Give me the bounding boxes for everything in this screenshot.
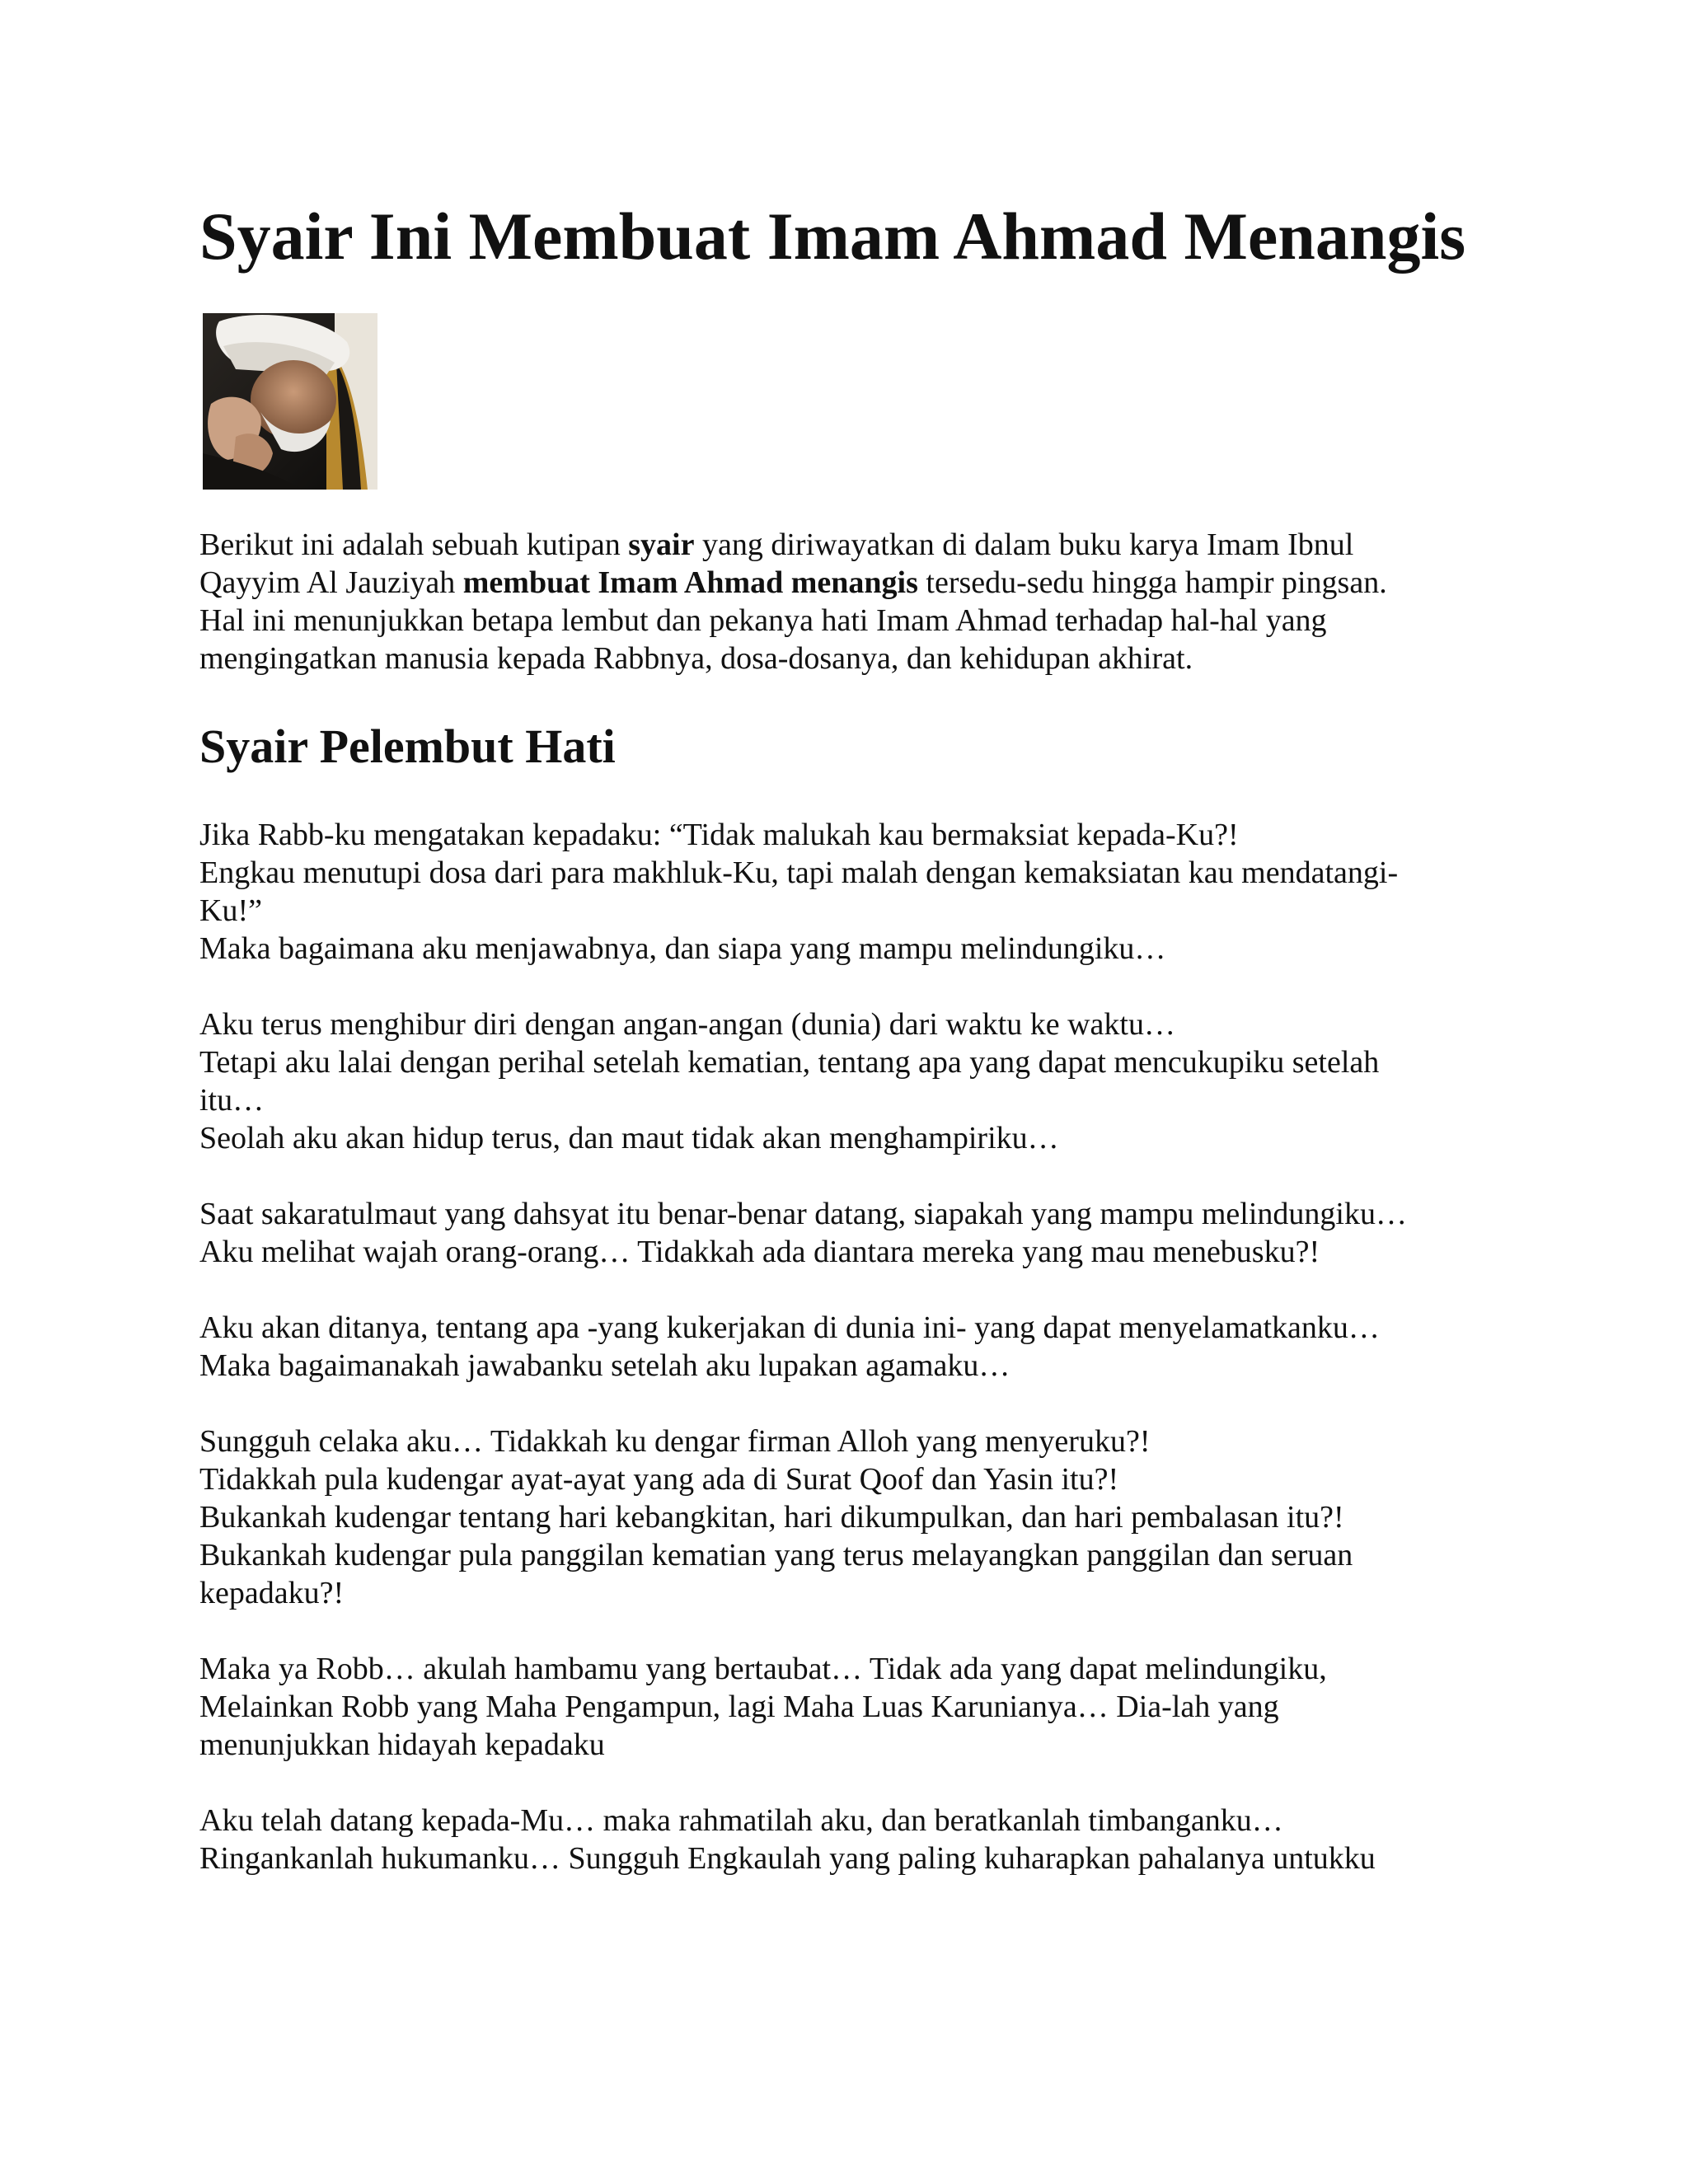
intro-text: yang diriwayatkan di dalam buku karya Imam Ibnul xyxy=(694,527,1354,562)
poem-line: itu… xyxy=(199,1083,265,1118)
poem-stanza xyxy=(199,1005,1518,1157)
poem-line: Aku akan ditanya, tentang apa -yang kukerjakan di dunia ini- yang dapat menyelamatkanku… xyxy=(199,1310,1380,1345)
intro-text: Qayyim Al Jauziyah xyxy=(199,565,463,600)
poem-stanza xyxy=(199,1195,1518,1271)
poem-line: Aku terus menghibur diri dengan angan-angan (dunia) dari waktu ke waktu… xyxy=(199,1007,1175,1042)
intro-bold-text: syair xyxy=(628,527,695,562)
poem-line: Maka ya Robb… akulah hambamu yang bertaubat… Tidak ada yang dapat melindungiku, xyxy=(199,1652,1327,1686)
intro-line: Hal ini menunjukkan betapa lembut dan pekanya hati Imam Ahmad terhadap hal-hal yang xyxy=(199,603,1327,638)
page-title: Syair Ini Membuat Imam Ahmad Menangis xyxy=(199,199,1466,274)
poem-line: Aku melihat wajah orang-orang… Tidakkah ada diantara mereka yang mau menebusku?! xyxy=(199,1235,1320,1269)
poem-stanza xyxy=(199,816,1518,968)
intro-line: mengingatkan manusia kepada Rabbnya, dosa-dosanya, dan kehidupan akhirat. xyxy=(199,641,1193,676)
poem-line: kepadaku?! xyxy=(199,1576,345,1610)
intro-line xyxy=(199,564,1502,602)
poem-line: Aku telah datang kepada-Mu… maka rahmatilah aku, dan beratkanlah timbanganku… xyxy=(199,1803,1283,1838)
praying-man-image xyxy=(203,313,377,490)
poem-line: Maka bagaimanakah jawabanku setelah aku lupakan agamaku… xyxy=(199,1348,1010,1383)
intro-line xyxy=(199,526,1502,564)
poem-line: Jika Rabb-ku mengatakan kepadaku: “Tidak malukah kau bermaksiat kepada-Ku?! xyxy=(199,818,1239,852)
section-heading: Syair Pelembut Hati xyxy=(199,719,616,773)
poem-line: Bukankah kudengar pula panggilan kematian yang terus melayangkan panggilan dan seruan xyxy=(199,1538,1353,1572)
poem-stanza xyxy=(199,1422,1518,1612)
poem-line: Ku!” xyxy=(199,893,262,928)
poem-stanza xyxy=(199,1309,1518,1385)
poem-line: Melainkan Robb yang Maha Pengampun, lagi Maha Luas Karunianya… Dia-lah yang xyxy=(199,1690,1279,1724)
poem xyxy=(199,816,1518,1915)
poem-line: Seolah aku akan hidup terus, dan maut tidak akan menghampiriku… xyxy=(199,1121,1059,1155)
poem-line: Ringankanlah hukumanku… Sungguh Engkaulah yang paling kuharapkan pahalanya untukku xyxy=(199,1841,1376,1876)
poem-line: Tetapi aku lalai dengan perihal setelah kematian, tentang apa yang dapat mencukupiku setelah xyxy=(199,1045,1380,1080)
poem-line: Sungguh celaka aku… Tidakkah ku dengar firman Alloh yang menyeruku?! xyxy=(199,1424,1151,1459)
poem-stanza xyxy=(199,1802,1518,1877)
poem-stanza xyxy=(199,1650,1518,1764)
intro-bold-text: membuat Imam Ahmad menangis xyxy=(462,565,918,600)
intro-text: Berikut ini adalah sebuah kutipan xyxy=(199,527,629,562)
poem-line: Tidakkah pula kudengar ayat-ayat yang ada di Surat Qoof dan Yasin itu?! xyxy=(199,1462,1119,1497)
poem-line: menunjukkan hidayah kepadaku xyxy=(199,1727,605,1762)
poem-line: Saat sakaratulmaut yang dahsyat itu benar-benar datang, siapakah yang mampu melindungiku… xyxy=(199,1197,1407,1231)
intro-text: tersedu-sedu hingga hampir pingsan. xyxy=(917,565,1387,600)
poem-line: Engkau menutupi dosa dari para makhluk-Ku, tapi malah dengan kemaksiatan kau mendatangi- xyxy=(199,855,1399,890)
poem-line: Maka bagaimana aku menjawabnya, dan siapa yang mampu melindungiku… xyxy=(199,931,1166,966)
intro-paragraph xyxy=(199,526,1502,677)
poem-line: Bukankah kudengar tentang hari kebangkitan, hari dikumpulkan, dan hari pembalasan itu?! xyxy=(199,1500,1344,1535)
praying-man-photo xyxy=(203,313,377,490)
